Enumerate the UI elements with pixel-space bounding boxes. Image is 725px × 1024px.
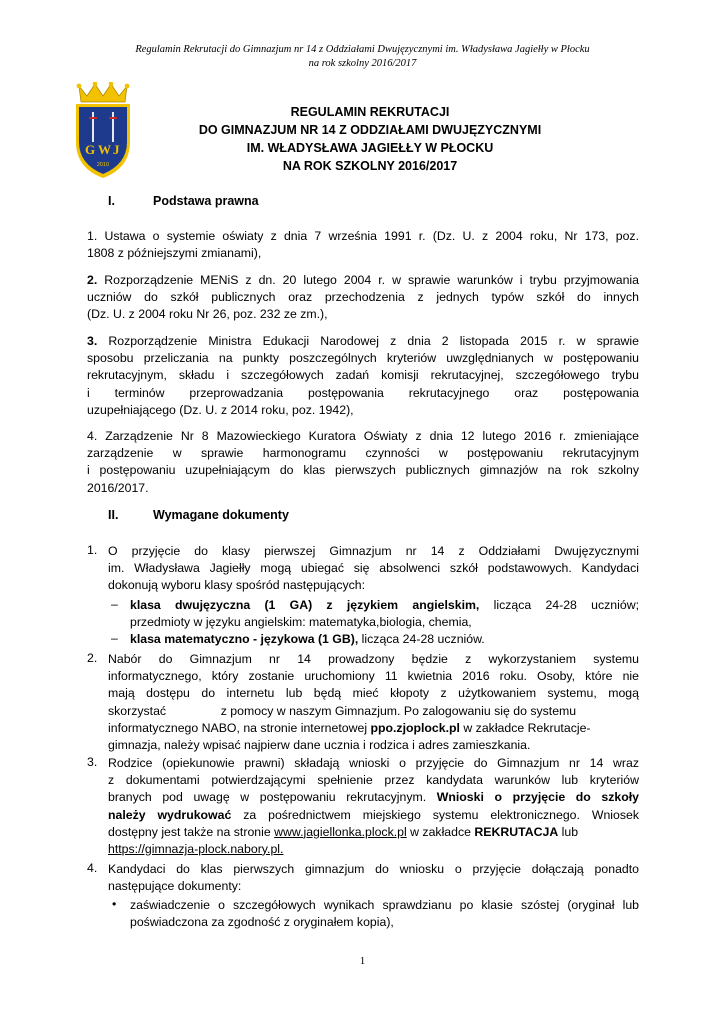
text-line: (Dz. U. z 2004 roku Nr 26, poz. 232 ze zm.),: [87, 307, 328, 322]
text-line: klasa dwujęzyczna (1 GA) z językiem angielskim, licząca 24-28 uczniów;: [130, 598, 639, 612]
text-line: Kandydaci do klas pierwszych gimnazjum do wniosku o przyjęcie dołączają ponadto: [108, 862, 639, 876]
crest-letter-g: G: [85, 142, 96, 157]
text-line: należy wydrukować za pośrednictwem miejskiego systemu elektronicznego. Wniosek: [108, 807, 639, 822]
text-line: dostępny jest także na stronie www.jagiellonka.plock.pl w zakładce REKRUTACJA lub: [108, 824, 579, 839]
text-line: skorzystać z pomocy w naszym Gimnazjum. Po zalogowaniu się do systemu: [108, 703, 577, 718]
text-line: uzupełniającego (Dz. U. z 2014 roku, poz. 1942),: [87, 402, 354, 417]
doc-title-line4: NA ROK SZKOLNY 2016/2017: [282, 159, 458, 173]
text-line: 3. Rozporządzenie Ministra Edukacji Narodowej z dnia 2 listopada 2015 r. w sprawie: [87, 334, 639, 348]
section1-number: I.: [108, 194, 115, 208]
section1-title: Podstawa prawna: [153, 194, 259, 208]
legal-basis-1: [87, 228, 639, 262]
text-line: 1808 z późniejszymi zmianami),: [87, 246, 262, 261]
text-line: i terminów przeprowadzania postępowania rekrutacyjnego oraz postępowania: [87, 385, 639, 400]
text-line: im. Władysława Jagiełły mogą ubiegać się absolwenci szkół podstawowych. Kandydaci: [108, 561, 639, 576]
item2-number: 2.: [87, 651, 98, 665]
text-line: sposobu przeliczania na punkty poszczególnych kryteriów uwzględnianych w postępowaniu: [87, 351, 639, 366]
crest-year: 2010: [96, 162, 110, 168]
section2-number: II.: [108, 508, 119, 522]
item3-number: 3.: [87, 755, 98, 769]
text-line: O przyjęcie do klasy pierwszej Gimnazjum nr 14 z Oddziałami Dwujęzycznymi: [108, 544, 639, 558]
legal-basis-4: [87, 428, 639, 497]
school-crest-logo: [73, 82, 133, 180]
required-doc-1: [130, 897, 639, 931]
text-line: mają dostępu do internetu lub będą mieć kłopoty z użytkowaniem systemu, mogą: [108, 686, 639, 701]
text-line: uczniów do szkół publicznych oraz przechodzenia z jednych typów szkół do innych: [87, 290, 639, 305]
text-line: zaświadczenie o szczegółowych wynikach sprawdzianu po klasie szóstej (oryginał lub: [130, 898, 639, 912]
item-number: 2.: [87, 273, 98, 287]
text-line: branych pod uwagę w postępowaniu rekrutacyjnym. Wnioski o przyjęcie do szkoły: [108, 790, 639, 805]
nabory-link[interactable]: https://gimnazja-plock.nabory.pl.: [108, 841, 284, 856]
text-line: 2. Rozporządzenie MENiS z dn. 20 lutego 2004 r. w sprawie warunków i trybu przyjmowania: [87, 273, 639, 287]
doc-title-line1: REGULAMIN REKRUTACJI: [290, 105, 450, 119]
text-line: przedmioty w języku angielskim: matematyka,biologia, chemia,: [130, 615, 472, 630]
text-line: zarządzenie w sprawie harmonogramu czynności w postępowaniu rekrutacyjnym: [87, 446, 639, 461]
item1-number: 1.: [87, 543, 98, 557]
text-line: [108, 841, 639, 858]
doc-title-line3: IM. WŁADYSŁAWA JAGIEŁŁY W PŁOCKU: [246, 141, 494, 155]
item4-text: [108, 861, 639, 895]
school-website-link[interactable]: www.jagiellonka.plock.pl: [274, 824, 407, 839]
crest-letter-j: J: [113, 142, 120, 157]
item1-text: [108, 543, 639, 595]
running-header-line2: na rok szkolny 2016/2017: [308, 58, 417, 69]
text-line: 2016/2017.: [87, 480, 149, 495]
item4-number: 4.: [87, 861, 98, 875]
item-number: 3.: [87, 334, 98, 348]
crest-letter-w: W: [98, 142, 111, 157]
text-line: rekrutacyjnym, składu i szczegółowych zadań komisji rekrutacyjnej, szczegółowego trybu: [87, 368, 639, 383]
text-line: z dokumentami potwierdzającymi spełnienie przez kandydata warunków lub kryteriów: [108, 773, 639, 788]
dash-bullet: –: [111, 631, 118, 645]
text-line: 4. Zarządzenie Nr 8 Mazowieckiego Kuratora Oświaty z dnia 12 lutego 2016 r. zmieniające: [87, 429, 639, 443]
running-header-line1: Regulamin Rekrutacji do Gimnazjum nr 14 z Oddziałami Dwujęzycznymi im. Władysława Jagiełły w Płocku: [135, 44, 590, 55]
bullet-dot: •: [112, 897, 117, 911]
text-line: dokonują wyboru klasy spośród następujących:: [108, 578, 366, 593]
class-option-2: [130, 631, 639, 648]
legal-basis-3: [87, 333, 639, 419]
legal-basis-2: [87, 272, 639, 324]
text-line: i postępowaniu uzupełniającym do klas pierwszych publicznych gimnazjów na rok szkolny: [87, 463, 639, 478]
dash-bullet: –: [111, 597, 118, 611]
text-line: Rodzice (opiekunowie prawni) składają wnioski o przyjęcie do Gimnazjum nr 14 wraz: [108, 756, 639, 770]
doc-title-line2: DO GIMNAZJUM NR 14 Z ODDZIAŁAMI DWUJĘZYCZNYMI: [198, 123, 542, 137]
text-line: klasa matematyczno - językowa (1 GB), licząca 24-28 uczniów.: [130, 632, 485, 646]
text-line: Nabór do Gimnazjum nr 14 prowadzony będzie z wykorzystaniem systemu: [108, 652, 639, 666]
page-number: 1: [359, 955, 366, 967]
text-line: informatycznego NABO, na stronie internetowej ppo.zjoplock.pl w zakładce Rekrutacje-: [108, 720, 591, 735]
text-line: poświadczona za zgodność z oryginałem kopia),: [130, 915, 394, 930]
text-line: następujące dokumenty:: [108, 879, 242, 894]
text-line: gimnazja, należy wpisać najpierw dane ucznia i rodzica i adres zamieszkania.: [108, 737, 531, 752]
nabo-site-link[interactable]: ppo.zjoplock.pl: [370, 720, 460, 735]
item2-text: [108, 651, 639, 754]
class-option-1: [130, 597, 639, 631]
item3-text: [108, 755, 639, 858]
text-line: 1. Ustawa o systemie oświaty z dnia 7 września 1991 r. (Dz. U. z 2004 roku, Nr 173, poz.: [87, 229, 639, 243]
text-line: informatycznego, który zostanie uruchomiony 11 kwietnia 2016 roku. Osoby, które nie: [108, 669, 639, 684]
section2-title: Wymagane dokumenty: [153, 508, 289, 522]
